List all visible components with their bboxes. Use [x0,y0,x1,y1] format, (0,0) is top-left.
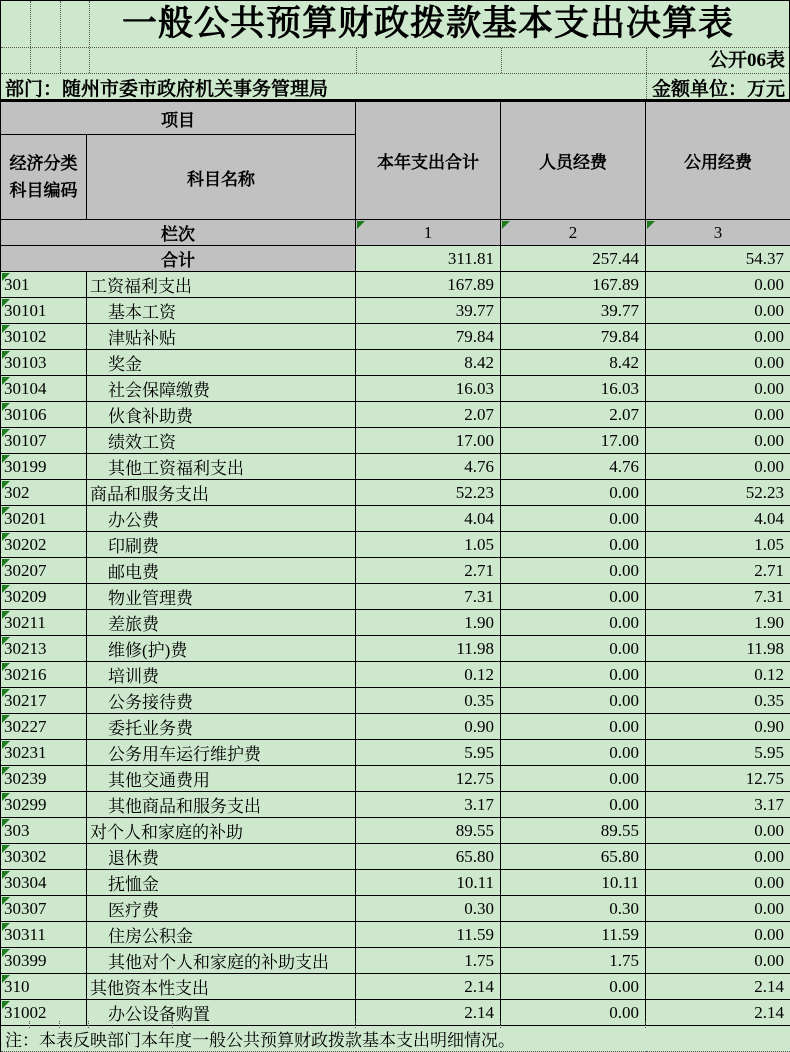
department-label: 部门：随州市委市政府机关事务管理局 [5,74,328,101]
name-cell: 津贴补贴 [87,324,356,350]
code-cell: 30202 [1,532,87,558]
value-cell: 0.00 [501,506,646,532]
column-index-row [1,220,790,246]
column-header-code: 经济分类科目编码 [1,135,87,220]
gridline [60,48,61,73]
value-cell: 0.00 [501,558,646,584]
table-row [1,818,790,844]
gridline [501,48,502,73]
value-cell: 65.80 [501,844,646,870]
value-cell: 2.71 [646,558,790,584]
name-cell: 办公设备购置 [87,1000,356,1026]
value-cell: 2.14 [646,974,790,1000]
value-cell: 0.00 [501,740,646,766]
name-cell: 退休费 [87,844,356,870]
value-cell: 0.00 [501,974,646,1000]
value-cell: 3.17 [356,792,501,818]
code-cell: 30302 [1,844,87,870]
value-cell: 0.35 [646,688,790,714]
name-cell: 医疗费 [87,896,356,922]
name-cell: 其他商品和服务支出 [87,792,356,818]
header-row-project [1,101,790,135]
code-cell: 30227 [1,714,87,740]
table-row [1,272,790,298]
code-cell: 30201 [1,506,87,532]
value-cell: 1.75 [356,948,501,974]
table-row [1,792,790,818]
value-cell: 11.59 [356,922,501,948]
gridline [29,1021,30,1028]
total-row [1,246,790,272]
value-cell: 0.00 [646,948,790,974]
code-cell: 30311 [1,922,87,948]
name-cell: 印刷费 [87,532,356,558]
name-cell: 奖金 [87,350,356,376]
name-cell: 绩效工资 [87,428,356,454]
gridline [645,1021,646,1028]
name-cell: 伙食补助费 [87,402,356,428]
value-cell: 17.00 [356,428,501,454]
value-cell: 89.55 [501,818,646,844]
gridline [646,48,647,73]
name-cell: 工资福利支出 [87,272,356,298]
code-cell: 301 [1,272,87,298]
total-value-public: 54.37 [646,246,790,272]
value-cell: 0.00 [501,584,646,610]
name-cell: 基本工资 [87,298,356,324]
value-cell: 17.00 [501,428,646,454]
table-row [1,844,790,870]
value-cell: 10.11 [356,870,501,896]
total-value-personnel: 257.44 [501,246,646,272]
code-cell: 30399 [1,948,87,974]
code-cell: 30231 [1,740,87,766]
name-cell: 培训费 [87,662,356,688]
value-cell: 39.77 [356,298,501,324]
column-header-total: 本年支出合计 [356,101,501,220]
table-row [1,870,790,896]
code-cell: 30199 [1,454,87,480]
code-cell: 302 [1,480,87,506]
value-cell: 0.00 [646,454,790,480]
value-cell: 4.76 [501,454,646,480]
table-row [1,948,790,974]
value-cell: 12.75 [356,766,501,792]
value-cell: 11.98 [356,636,501,662]
name-cell: 其他交通费用 [87,766,356,792]
value-cell: 0.00 [501,662,646,688]
value-cell: 0.00 [646,350,790,376]
column-header-personnel: 人员经费 [501,101,646,220]
code-cell: 30207 [1,558,87,584]
page-title: 一般公共预算财政拨款基本支出决算表 [1,1,789,48]
gridline [30,48,31,73]
value-cell: 79.84 [501,324,646,350]
column-header-name: 科目名称 [87,135,356,220]
value-cell: 0.35 [356,688,501,714]
name-cell: 维修(护)费 [87,636,356,662]
column-header-public: 公用经费 [646,101,790,220]
sheet-header-area [0,0,790,99]
bottom-partial-row [0,1021,790,1028]
table-row [1,402,790,428]
code-cell: 30213 [1,636,87,662]
value-cell: 10.11 [501,870,646,896]
value-cell: 0.12 [646,662,790,688]
name-cell: 委托业务费 [87,714,356,740]
gridline [59,1021,60,1028]
name-cell: 办公费 [87,506,356,532]
value-cell: 0.00 [501,688,646,714]
value-cell: 0.30 [356,896,501,922]
value-cell: 0.00 [501,636,646,662]
code-cell: 30217 [1,688,87,714]
table-row [1,610,790,636]
value-cell: 0.00 [646,324,790,350]
value-cell: 0.00 [646,272,790,298]
gridline [89,48,90,73]
table-row [1,428,790,454]
value-cell: 0.00 [646,298,790,324]
code-cell: 30106 [1,402,87,428]
gridline [172,1021,173,1028]
value-cell: 0.00 [646,896,790,922]
value-cell: 0.30 [501,896,646,922]
value-cell: 7.31 [646,584,790,610]
total-value-total: 311.81 [356,246,501,272]
code-cell: 30102 [1,324,87,350]
value-cell: 4.04 [356,506,501,532]
unit-label: 金额单位：万元 [652,74,785,101]
value-cell: 0.00 [501,532,646,558]
name-cell: 抚恤金 [87,870,356,896]
value-cell: 1.75 [501,948,646,974]
table-row [1,584,790,610]
value-cell: 0.00 [646,844,790,870]
name-cell: 差旅费 [87,610,356,636]
value-cell: 2.14 [356,1000,501,1026]
code-cell: 30216 [1,662,87,688]
value-cell: 0.90 [356,714,501,740]
table-row [1,714,790,740]
value-cell: 167.89 [356,272,501,298]
gridline [646,74,647,99]
value-cell: 0.00 [646,922,790,948]
value-cell: 7.31 [356,584,501,610]
gridline [88,1021,89,1028]
value-cell: 0.00 [646,870,790,896]
name-cell: 其他工资福利支出 [87,454,356,480]
value-cell: 0.90 [646,714,790,740]
project-header: 项目 [1,101,356,135]
code-cell: 31002 [1,1000,87,1026]
table-note: 注：本表反映部门本年度一般公共预算财政拨款基本支出明细情况。 [1,1026,790,1052]
gridline [89,1,90,47]
value-cell: 11.98 [646,636,790,662]
code-cell: 30304 [1,870,87,896]
value-cell: 0.00 [501,766,646,792]
value-cell: 16.03 [501,376,646,402]
data-rows [1,272,790,1026]
value-cell: 65.80 [356,844,501,870]
note-row [1,1026,790,1052]
value-cell: 0.00 [501,792,646,818]
value-cell: 2.07 [501,402,646,428]
column-index-3: 3 [646,220,790,246]
name-cell: 公务接待费 [87,688,356,714]
value-cell: 79.84 [356,324,501,350]
value-cell: 0.00 [501,1000,646,1026]
table-row [1,896,790,922]
name-cell: 住房公积金 [87,922,356,948]
name-cell: 商品和服务支出 [87,480,356,506]
value-cell: 0.00 [501,610,646,636]
gridline [500,1021,501,1028]
value-cell: 2.71 [356,558,501,584]
value-cell: 16.03 [356,376,501,402]
lanci-header: 栏次 [1,220,356,246]
value-cell: 167.89 [501,272,646,298]
table-row [1,766,790,792]
value-cell: 1.05 [356,532,501,558]
code-cell: 30104 [1,376,87,402]
gridline [60,1,61,47]
table-row [1,298,790,324]
value-cell: 12.75 [646,766,790,792]
value-cell: 0.00 [646,402,790,428]
name-cell: 社会保障缴费 [87,376,356,402]
name-cell: 邮电费 [87,558,356,584]
code-cell: 30107 [1,428,87,454]
table-row [1,454,790,480]
table-code-row [1,48,789,74]
code-cell: 30299 [1,792,87,818]
total-label: 合计 [1,246,356,272]
name-cell: 物业管理费 [87,584,356,610]
code-cell: 303 [1,818,87,844]
value-cell: 4.04 [646,506,790,532]
value-cell: 2.14 [646,1000,790,1026]
code-cell: 30211 [1,610,87,636]
table-row [1,480,790,506]
value-cell: 52.23 [646,480,790,506]
column-index-2: 2 [501,220,646,246]
value-cell: 1.90 [646,610,790,636]
name-cell: 对个人和家庭的补助 [87,818,356,844]
value-cell: 39.77 [501,298,646,324]
table-row [1,350,790,376]
budget-table [0,99,790,1052]
value-cell: 2.07 [356,402,501,428]
table-row [1,922,790,948]
gridline [30,1,31,47]
code-cell: 30307 [1,896,87,922]
table-row [1,558,790,584]
value-cell: 5.95 [356,740,501,766]
code-cell: 30103 [1,350,87,376]
value-cell: 52.23 [356,480,501,506]
name-cell: 其他资本性支出 [87,974,356,1000]
value-cell: 1.05 [646,532,790,558]
value-cell: 8.42 [356,350,501,376]
code-cell: 30239 [1,766,87,792]
value-cell: 89.55 [356,818,501,844]
table-row [1,324,790,350]
value-cell: 8.42 [501,350,646,376]
table-row [1,740,790,766]
code-cell: 310 [1,974,87,1000]
table-row [1,688,790,714]
value-cell: 5.95 [646,740,790,766]
table-row [1,376,790,402]
table-row [1,506,790,532]
column-index-1: 1 [356,220,501,246]
value-cell: 2.14 [356,974,501,1000]
value-cell: 0.00 [646,428,790,454]
department-row [1,74,789,100]
table-row [1,662,790,688]
code-cell: 30101 [1,298,87,324]
value-cell: 0.00 [501,480,646,506]
value-cell: 11.59 [501,922,646,948]
value-cell: 0.12 [356,662,501,688]
value-cell: 3.17 [646,792,790,818]
value-cell: 0.00 [646,818,790,844]
table-row [1,532,790,558]
value-cell: 0.00 [501,714,646,740]
code-cell: 30209 [1,584,87,610]
name-cell: 其他对个人和家庭的补助支出 [87,948,356,974]
table-code-label: 公开06表 [709,50,785,71]
table-row [1,636,790,662]
gridline [355,1021,356,1028]
value-cell: 1.90 [356,610,501,636]
gridline [356,48,357,73]
table-row [1,974,790,1000]
name-cell: 公务用车运行维护费 [87,740,356,766]
value-cell: 4.76 [356,454,501,480]
title-row [1,1,789,48]
value-cell: 0.00 [646,376,790,402]
